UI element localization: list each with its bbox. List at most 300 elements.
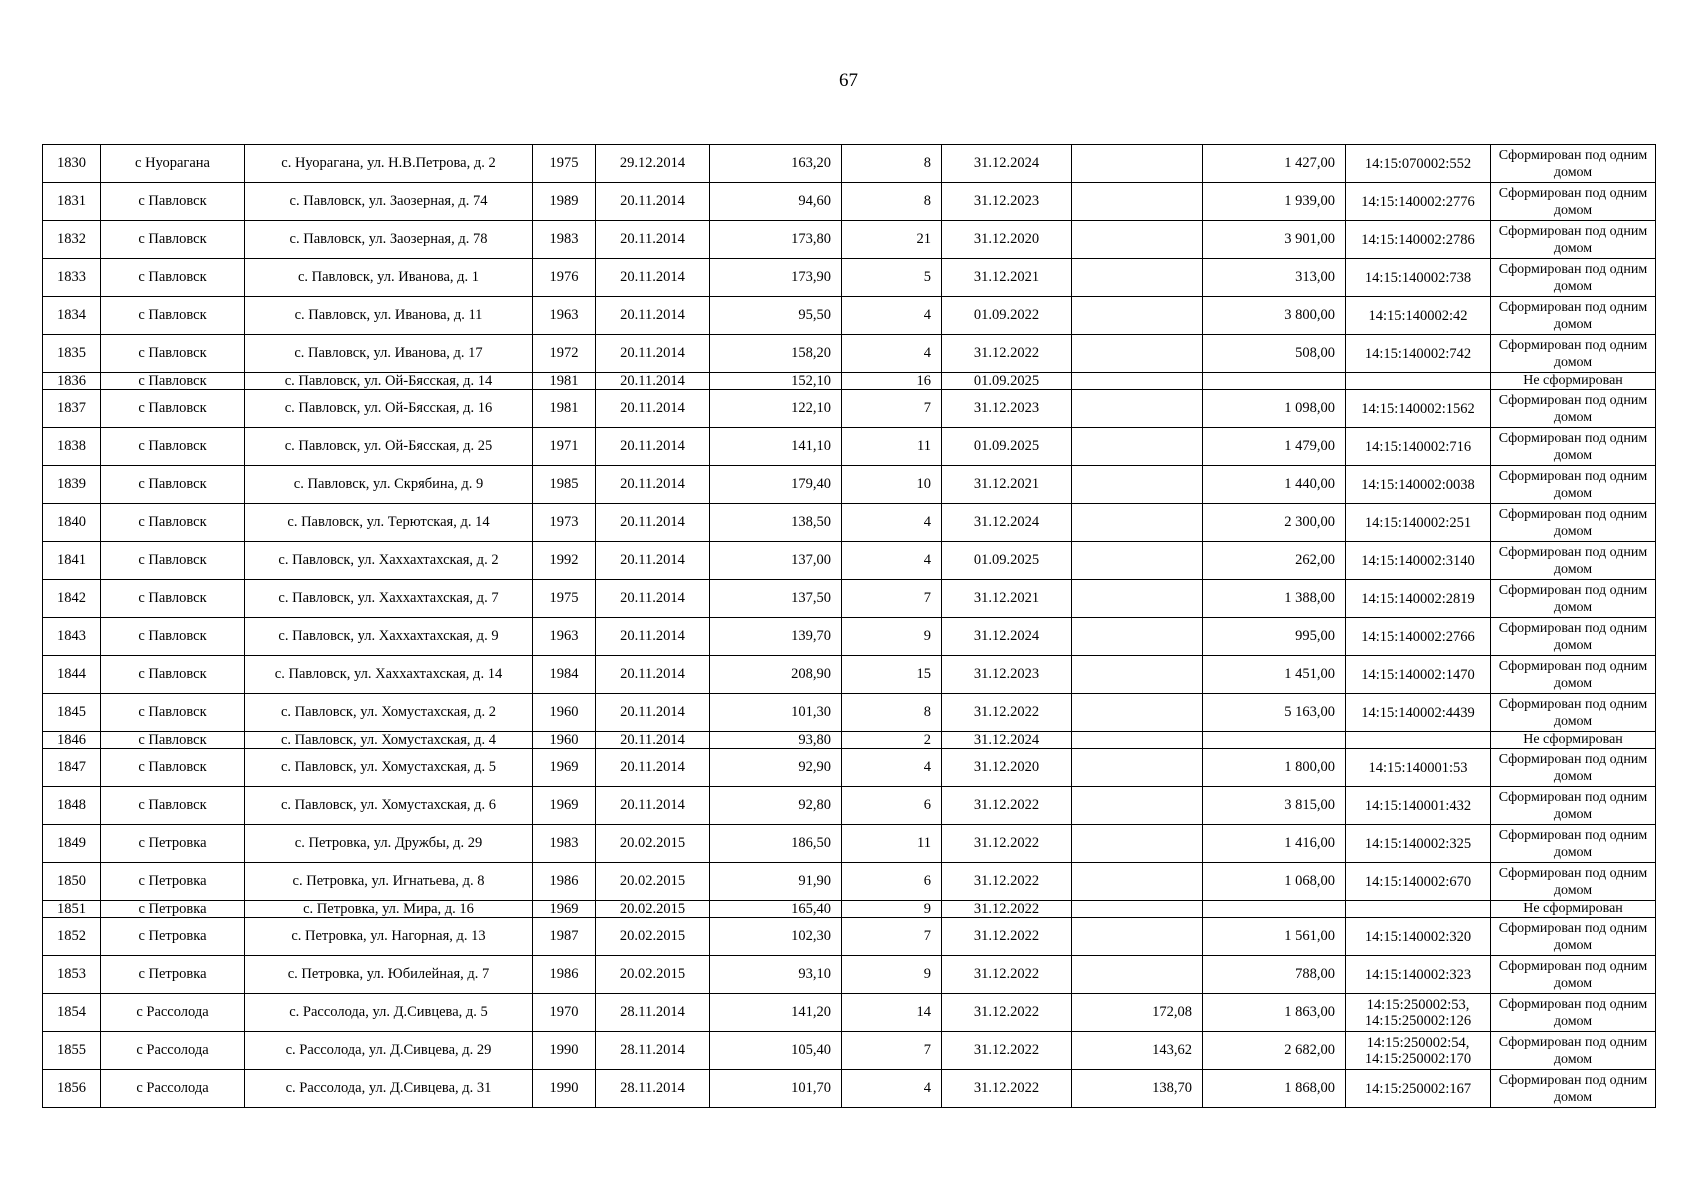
recognition-date-cell: 20.11.2014 <box>596 183 710 221</box>
land-status-cell: Сформирован под одним домом <box>1491 994 1656 1032</box>
living-area-cell: 173,90 <box>710 259 842 297</box>
land-area-cell: 1 451,00 <box>1203 656 1346 694</box>
additional-area-cell <box>1072 297 1203 335</box>
land-area-cell: 1 868,00 <box>1203 1070 1346 1108</box>
living-area-cell: 92,90 <box>710 749 842 787</box>
land-area-cell: 1 863,00 <box>1203 994 1346 1032</box>
recognition-date-cell: 20.11.2014 <box>596 618 710 656</box>
residents-count-cell: 4 <box>842 297 942 335</box>
build-year-cell: 1969 <box>533 787 596 825</box>
build-year-cell: 1989 <box>533 183 596 221</box>
resettlement-deadline-cell: 31.12.2023 <box>942 656 1072 694</box>
additional-area-cell <box>1072 694 1203 732</box>
address-cell: с. Павловск, ул. Хаххахтахская, д. 2 <box>245 542 533 580</box>
land-area-cell: 1 561,00 <box>1203 918 1346 956</box>
address-cell: с. Рассолода, ул. Д.Сивцева, д. 31 <box>245 1070 533 1108</box>
land-area-cell: 1 800,00 <box>1203 749 1346 787</box>
residents-count-cell: 7 <box>842 1032 942 1070</box>
additional-area-cell <box>1072 618 1203 656</box>
address-cell: с. Павловск, ул. Скрябина, д. 9 <box>245 466 533 504</box>
land-area-cell: 1 440,00 <box>1203 466 1346 504</box>
land-status-cell: Не сформирован <box>1491 373 1656 390</box>
land-status-cell: Сформирован под одним домом <box>1491 297 1656 335</box>
cadastral-number-cell: 14:15:140002:2776 <box>1346 183 1491 221</box>
settlement-cell: с Павловск <box>101 504 245 542</box>
cadastral-number-cell: 14:15:140002:1562 <box>1346 390 1491 428</box>
resettlement-deadline-cell: 31.12.2021 <box>942 580 1072 618</box>
cadastral-number-cell: 14:15:140002:2786 <box>1346 221 1491 259</box>
table-row <box>43 901 1656 918</box>
recognition-date-cell: 20.11.2014 <box>596 694 710 732</box>
table-row <box>43 787 1656 825</box>
land-status-cell: Сформирован под одним домом <box>1491 466 1656 504</box>
build-year-cell: 1969 <box>533 901 596 918</box>
row-number-cell: 1846 <box>43 732 101 749</box>
settlement-cell: с Павловск <box>101 297 245 335</box>
land-area-cell <box>1203 901 1346 918</box>
land-status-cell: Сформирован под одним домом <box>1491 580 1656 618</box>
table-row <box>43 466 1656 504</box>
residents-count-cell: 4 <box>842 335 942 373</box>
residents-count-cell: 21 <box>842 221 942 259</box>
settlement-cell: с Павловск <box>101 183 245 221</box>
cadastral-number-cell: 14:15:140002:4439 <box>1346 694 1491 732</box>
residents-count-cell: 7 <box>842 918 942 956</box>
land-area-cell: 995,00 <box>1203 618 1346 656</box>
row-number-cell: 1833 <box>43 259 101 297</box>
table-row <box>43 221 1656 259</box>
build-year-cell: 1986 <box>533 956 596 994</box>
build-year-cell: 1990 <box>533 1032 596 1070</box>
additional-area-cell <box>1072 580 1203 618</box>
table-row <box>43 694 1656 732</box>
living-area-cell: 95,50 <box>710 297 842 335</box>
table-row <box>43 956 1656 994</box>
residents-count-cell: 16 <box>842 373 942 390</box>
address-cell: с. Павловск, ул. Иванова, д. 1 <box>245 259 533 297</box>
table-row <box>43 297 1656 335</box>
build-year-cell: 1970 <box>533 994 596 1032</box>
cadastral-number-cell: 14:15:070002:552 <box>1346 145 1491 183</box>
recognition-date-cell: 20.11.2014 <box>596 335 710 373</box>
resettlement-deadline-cell: 31.12.2021 <box>942 259 1072 297</box>
recognition-date-cell: 20.11.2014 <box>596 373 710 390</box>
living-area-cell: 152,10 <box>710 373 842 390</box>
living-area-cell: 101,70 <box>710 1070 842 1108</box>
living-area-cell: 208,90 <box>710 656 842 694</box>
resettlement-deadline-cell: 01.09.2025 <box>942 373 1072 390</box>
table-row <box>43 373 1656 390</box>
residents-count-cell: 4 <box>842 542 942 580</box>
address-cell: с. Павловск, ул. Хаххахтахская, д. 7 <box>245 580 533 618</box>
living-area-cell: 163,20 <box>710 145 842 183</box>
address-cell: с. Петровка, ул. Дружбы, д. 29 <box>245 825 533 863</box>
settlement-cell: с Нуорагана <box>101 145 245 183</box>
land-area-cell: 5 163,00 <box>1203 694 1346 732</box>
table-row <box>43 145 1656 183</box>
additional-area-cell: 138,70 <box>1072 1070 1203 1108</box>
land-area-cell: 2 682,00 <box>1203 1032 1346 1070</box>
settlement-cell: с Павловск <box>101 787 245 825</box>
build-year-cell: 1960 <box>533 732 596 749</box>
living-area-cell: 137,50 <box>710 580 842 618</box>
build-year-cell: 1984 <box>533 656 596 694</box>
row-number-cell: 1837 <box>43 390 101 428</box>
land-area-cell: 3 800,00 <box>1203 297 1346 335</box>
resettlement-deadline-cell: 31.12.2022 <box>942 918 1072 956</box>
cadastral-number-cell: 14:15:140002:716 <box>1346 428 1491 466</box>
recognition-date-cell: 28.11.2014 <box>596 1032 710 1070</box>
cadastral-number-cell: 14:15:140002:2766 <box>1346 618 1491 656</box>
cadastral-number-cell: 14:15:140002:738 <box>1346 259 1491 297</box>
residents-count-cell: 11 <box>842 825 942 863</box>
residents-count-cell: 4 <box>842 504 942 542</box>
build-year-cell: 1975 <box>533 580 596 618</box>
cadastral-number-cell <box>1346 732 1491 749</box>
land-area-cell: 262,00 <box>1203 542 1346 580</box>
land-area-cell: 1 388,00 <box>1203 580 1346 618</box>
residents-count-cell: 10 <box>842 466 942 504</box>
settlement-cell: с Рассолода <box>101 1070 245 1108</box>
address-cell: с. Рассолода, ул. Д.Сивцева, д. 5 <box>245 994 533 1032</box>
residents-count-cell: 4 <box>842 1070 942 1108</box>
row-number-cell: 1830 <box>43 145 101 183</box>
land-status-cell: Сформирован под одним домом <box>1491 825 1656 863</box>
table-row <box>43 580 1656 618</box>
additional-area-cell <box>1072 428 1203 466</box>
build-year-cell: 1981 <box>533 373 596 390</box>
cadastral-number-cell: 14:15:250002:53, 14:15:250002:126 <box>1346 994 1491 1032</box>
settlement-cell: с Павловск <box>101 390 245 428</box>
living-area-cell: 141,20 <box>710 994 842 1032</box>
address-cell: с. Петровка, ул. Игнатьева, д. 8 <box>245 863 533 901</box>
land-status-cell: Сформирован под одним домом <box>1491 749 1656 787</box>
land-status-cell: Не сформирован <box>1491 901 1656 918</box>
settlement-cell: с Павловск <box>101 221 245 259</box>
row-number-cell: 1836 <box>43 373 101 390</box>
land-status-cell: Сформирован под одним домом <box>1491 542 1656 580</box>
cadastral-number-cell: 14:15:140002:251 <box>1346 504 1491 542</box>
living-area-cell: 102,30 <box>710 918 842 956</box>
additional-area-cell <box>1072 466 1203 504</box>
build-year-cell: 1990 <box>533 1070 596 1108</box>
recognition-date-cell: 20.11.2014 <box>596 259 710 297</box>
row-number-cell: 1832 <box>43 221 101 259</box>
address-cell: с. Павловск, ул. Хомустахская, д. 4 <box>245 732 533 749</box>
residents-count-cell: 4 <box>842 749 942 787</box>
recognition-date-cell: 20.11.2014 <box>596 580 710 618</box>
row-number-cell: 1839 <box>43 466 101 504</box>
build-year-cell: 1987 <box>533 918 596 956</box>
recognition-date-cell: 20.11.2014 <box>596 428 710 466</box>
recognition-date-cell: 20.02.2015 <box>596 863 710 901</box>
living-area-cell: 101,30 <box>710 694 842 732</box>
address-cell: с. Павловск, ул. Заозерная, д. 74 <box>245 183 533 221</box>
additional-area-cell <box>1072 863 1203 901</box>
land-status-cell: Сформирован под одним домом <box>1491 656 1656 694</box>
recognition-date-cell: 29.12.2014 <box>596 145 710 183</box>
row-number-cell: 1851 <box>43 901 101 918</box>
cadastral-number-cell: 14:15:140002:2819 <box>1346 580 1491 618</box>
land-area-cell: 508,00 <box>1203 335 1346 373</box>
land-status-cell: Сформирован под одним домом <box>1491 787 1656 825</box>
settlement-cell: с Петровка <box>101 918 245 956</box>
land-status-cell: Не сформирован <box>1491 732 1656 749</box>
land-area-cell <box>1203 732 1346 749</box>
additional-area-cell <box>1072 732 1203 749</box>
settlement-cell: с Павловск <box>101 656 245 694</box>
row-number-cell: 1847 <box>43 749 101 787</box>
resettlement-deadline-cell: 31.12.2024 <box>942 504 1072 542</box>
resettlement-deadline-cell: 31.12.2022 <box>942 994 1072 1032</box>
cadastral-number-cell: 14:15:140001:432 <box>1346 787 1491 825</box>
registry-body <box>43 145 1656 1108</box>
recognition-date-cell: 20.11.2014 <box>596 656 710 694</box>
address-cell: с. Павловск, ул. Хомустахская, д. 5 <box>245 749 533 787</box>
land-status-cell: Сформирован под одним домом <box>1491 259 1656 297</box>
table-row <box>43 825 1656 863</box>
recognition-date-cell: 20.11.2014 <box>596 466 710 504</box>
row-number-cell: 1844 <box>43 656 101 694</box>
living-area-cell: 139,70 <box>710 618 842 656</box>
table-row <box>43 504 1656 542</box>
address-cell: с. Павловск, ул. Терютская, д. 14 <box>245 504 533 542</box>
cadastral-number-cell: 14:15:140002:325 <box>1346 825 1491 863</box>
address-cell: с. Павловск, ул. Ой-Бясская, д. 16 <box>245 390 533 428</box>
recognition-date-cell: 20.11.2014 <box>596 749 710 787</box>
living-area-cell: 165,40 <box>710 901 842 918</box>
additional-area-cell <box>1072 749 1203 787</box>
address-cell: с. Павловск, ул. Ой-Бясская, д. 14 <box>245 373 533 390</box>
additional-area-cell <box>1072 390 1203 428</box>
land-area-cell: 2 300,00 <box>1203 504 1346 542</box>
row-number-cell: 1835 <box>43 335 101 373</box>
address-cell: с. Павловск, ул. Ой-Бясская, д. 25 <box>245 428 533 466</box>
living-area-cell: 173,80 <box>710 221 842 259</box>
build-year-cell: 1960 <box>533 694 596 732</box>
cadastral-number-cell: 14:15:250002:167 <box>1346 1070 1491 1108</box>
cadastral-number-cell <box>1346 901 1491 918</box>
resettlement-deadline-cell: 31.12.2022 <box>942 863 1072 901</box>
resettlement-deadline-cell: 01.09.2025 <box>942 542 1072 580</box>
living-area-cell: 93,80 <box>710 732 842 749</box>
table-row <box>43 863 1656 901</box>
land-status-cell: Сформирован под одним домом <box>1491 504 1656 542</box>
living-area-cell: 137,00 <box>710 542 842 580</box>
land-status-cell: Сформирован под одним домом <box>1491 618 1656 656</box>
additional-area-cell <box>1072 901 1203 918</box>
settlement-cell: с Павловск <box>101 259 245 297</box>
address-cell: с. Петровка, ул. Нагорная, д. 13 <box>245 918 533 956</box>
build-year-cell: 1963 <box>533 297 596 335</box>
address-cell: с. Павловск, ул. Хомустахская, д. 6 <box>245 787 533 825</box>
build-year-cell: 1969 <box>533 749 596 787</box>
additional-area-cell <box>1072 335 1203 373</box>
settlement-cell: с Павловск <box>101 749 245 787</box>
row-number-cell: 1852 <box>43 918 101 956</box>
row-number-cell: 1840 <box>43 504 101 542</box>
row-number-cell: 1850 <box>43 863 101 901</box>
additional-area-cell <box>1072 825 1203 863</box>
build-year-cell: 1971 <box>533 428 596 466</box>
recognition-date-cell: 20.11.2014 <box>596 297 710 335</box>
residents-count-cell: 11 <box>842 428 942 466</box>
residents-count-cell: 8 <box>842 145 942 183</box>
address-cell: с. Павловск, ул. Хаххахтахская, д. 9 <box>245 618 533 656</box>
table-row <box>43 618 1656 656</box>
settlement-cell: с Петровка <box>101 863 245 901</box>
resettlement-deadline-cell: 31.12.2022 <box>942 956 1072 994</box>
cadastral-number-cell: 14:15:140002:0038 <box>1346 466 1491 504</box>
recognition-date-cell: 20.11.2014 <box>596 504 710 542</box>
table-row <box>43 542 1656 580</box>
additional-area-cell <box>1072 542 1203 580</box>
cadastral-number-cell <box>1346 373 1491 390</box>
land-area-cell: 1 427,00 <box>1203 145 1346 183</box>
land-area-cell: 788,00 <box>1203 956 1346 994</box>
build-year-cell: 1973 <box>533 504 596 542</box>
land-status-cell: Сформирован под одним домом <box>1491 1070 1656 1108</box>
land-area-cell: 1 416,00 <box>1203 825 1346 863</box>
row-number-cell: 1853 <box>43 956 101 994</box>
additional-area-cell <box>1072 656 1203 694</box>
additional-area-cell: 172,08 <box>1072 994 1203 1032</box>
page-number: 67 <box>839 70 858 91</box>
build-year-cell: 1986 <box>533 863 596 901</box>
additional-area-cell <box>1072 956 1203 994</box>
table-row <box>43 1032 1656 1070</box>
recognition-date-cell: 20.02.2015 <box>596 956 710 994</box>
row-number-cell: 1831 <box>43 183 101 221</box>
settlement-cell: с Павловск <box>101 335 245 373</box>
table-row <box>43 994 1656 1032</box>
row-number-cell: 1842 <box>43 580 101 618</box>
cadastral-number-cell: 14:15:140002:323 <box>1346 956 1491 994</box>
resettlement-deadline-cell: 31.12.2022 <box>942 1070 1072 1108</box>
land-status-cell: Сформирован под одним домом <box>1491 694 1656 732</box>
row-number-cell: 1855 <box>43 1032 101 1070</box>
land-area-cell: 313,00 <box>1203 259 1346 297</box>
living-area-cell: 93,10 <box>710 956 842 994</box>
row-number-cell: 1845 <box>43 694 101 732</box>
address-cell: с. Павловск, ул. Хаххахтахская, д. 14 <box>245 656 533 694</box>
residents-count-cell: 7 <box>842 390 942 428</box>
address-cell: с. Нуорагана, ул. Н.В.Петрова, д. 2 <box>245 145 533 183</box>
table-row <box>43 428 1656 466</box>
recognition-date-cell: 20.11.2014 <box>596 221 710 259</box>
resettlement-deadline-cell: 31.12.2024 <box>942 618 1072 656</box>
living-area-cell: 105,40 <box>710 1032 842 1070</box>
residents-count-cell: 9 <box>842 956 942 994</box>
land-status-cell: Сформирован под одним домом <box>1491 221 1656 259</box>
living-area-cell: 138,50 <box>710 504 842 542</box>
resettlement-deadline-cell: 31.12.2023 <box>942 183 1072 221</box>
row-number-cell: 1841 <box>43 542 101 580</box>
land-status-cell: Сформирован под одним домом <box>1491 956 1656 994</box>
row-number-cell: 1854 <box>43 994 101 1032</box>
additional-area-cell: 143,62 <box>1072 1032 1203 1070</box>
recognition-date-cell: 20.02.2015 <box>596 825 710 863</box>
recognition-date-cell: 28.11.2014 <box>596 1070 710 1108</box>
settlement-cell: с Павловск <box>101 428 245 466</box>
resettlement-deadline-cell: 31.12.2024 <box>942 145 1072 183</box>
settlement-cell: с Павловск <box>101 580 245 618</box>
housing-registry-table <box>42 144 1656 1108</box>
build-year-cell: 1983 <box>533 825 596 863</box>
build-year-cell: 1985 <box>533 466 596 504</box>
table-row <box>43 918 1656 956</box>
build-year-cell: 1983 <box>533 221 596 259</box>
residents-count-cell: 5 <box>842 259 942 297</box>
recognition-date-cell: 28.11.2014 <box>596 994 710 1032</box>
residents-count-cell: 8 <box>842 694 942 732</box>
settlement-cell: с Павловск <box>101 373 245 390</box>
address-cell: с. Павловск, ул. Иванова, д. 17 <box>245 335 533 373</box>
resettlement-deadline-cell: 31.12.2020 <box>942 749 1072 787</box>
living-area-cell: 141,10 <box>710 428 842 466</box>
land-area-cell: 1 479,00 <box>1203 428 1346 466</box>
residents-count-cell: 7 <box>842 580 942 618</box>
table-row <box>43 749 1656 787</box>
resettlement-deadline-cell: 31.12.2024 <box>942 732 1072 749</box>
build-year-cell: 1976 <box>533 259 596 297</box>
residents-count-cell: 14 <box>842 994 942 1032</box>
recognition-date-cell: 20.11.2014 <box>596 787 710 825</box>
build-year-cell: 1992 <box>533 542 596 580</box>
settlement-cell: с Петровка <box>101 956 245 994</box>
additional-area-cell <box>1072 221 1203 259</box>
recognition-date-cell: 20.11.2014 <box>596 390 710 428</box>
resettlement-deadline-cell: 31.12.2022 <box>942 335 1072 373</box>
additional-area-cell <box>1072 373 1203 390</box>
row-number-cell: 1843 <box>43 618 101 656</box>
settlement-cell: с Павловск <box>101 466 245 504</box>
recognition-date-cell: 20.11.2014 <box>596 542 710 580</box>
settlement-cell: с Петровка <box>101 825 245 863</box>
recognition-date-cell: 20.02.2015 <box>596 918 710 956</box>
land-status-cell: Сформирован под одним домом <box>1491 863 1656 901</box>
land-area-cell <box>1203 373 1346 390</box>
cadastral-number-cell: 14:15:140002:742 <box>1346 335 1491 373</box>
settlement-cell: с Павловск <box>101 542 245 580</box>
residents-count-cell: 15 <box>842 656 942 694</box>
cadastral-number-cell: 14:15:250002:54, 14:15:250002:170 <box>1346 1032 1491 1070</box>
living-area-cell: 92,80 <box>710 787 842 825</box>
resettlement-deadline-cell: 31.12.2020 <box>942 221 1072 259</box>
table-row <box>43 183 1656 221</box>
address-cell: с. Петровка, ул. Юбилейная, д. 7 <box>245 956 533 994</box>
land-status-cell: Сформирован под одним домом <box>1491 428 1656 466</box>
additional-area-cell <box>1072 259 1203 297</box>
settlement-cell: с Рассолода <box>101 994 245 1032</box>
address-cell: с. Рассолода, ул. Д.Сивцева, д. 29 <box>245 1032 533 1070</box>
resettlement-deadline-cell: 01.09.2022 <box>942 297 1072 335</box>
land-status-cell: Сформирован под одним домом <box>1491 1032 1656 1070</box>
living-area-cell: 94,60 <box>710 183 842 221</box>
row-number-cell: 1849 <box>43 825 101 863</box>
land-status-cell: Сформирован под одним домом <box>1491 918 1656 956</box>
additional-area-cell <box>1072 183 1203 221</box>
cadastral-number-cell: 14:15:140001:53 <box>1346 749 1491 787</box>
residents-count-cell: 9 <box>842 901 942 918</box>
cadastral-number-cell: 14:15:140002:320 <box>1346 918 1491 956</box>
resettlement-deadline-cell: 31.12.2022 <box>942 1032 1072 1070</box>
residents-count-cell: 6 <box>842 863 942 901</box>
row-number-cell: 1838 <box>43 428 101 466</box>
settlement-cell: с Павловск <box>101 694 245 732</box>
residents-count-cell: 6 <box>842 787 942 825</box>
additional-area-cell <box>1072 504 1203 542</box>
